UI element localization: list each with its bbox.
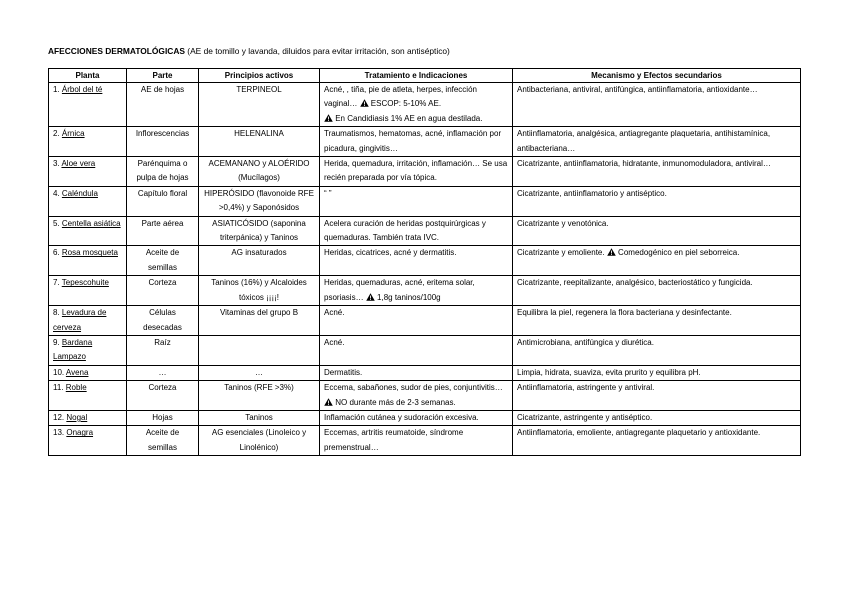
mechanism-text: Cicatrizante y emoliente.	[517, 248, 607, 258]
plant-number: 10.	[53, 367, 66, 377]
treatment-text: Eccemas, artritis reumatoide, síndrome premenstrual…	[324, 428, 464, 452]
cell-tratamiento	[320, 246, 513, 276]
cell-planta	[49, 216, 127, 246]
plant-number: 11.	[53, 383, 66, 393]
cell-principios: AG esenciales (Linoleico y Linolénico)	[199, 426, 320, 456]
mechanism-text: Antimicrobiana, antifúngica y diurética.	[517, 337, 654, 347]
plant-number: 13.	[53, 428, 67, 438]
table-row	[49, 381, 801, 411]
warning-triangle-icon	[324, 398, 333, 407]
cell-mecanismo	[513, 426, 801, 456]
mechanism-warning: Comedogénico en piel seborreica.	[615, 248, 740, 258]
plant-name: Árnica	[61, 129, 85, 139]
plant-number: 3.	[53, 159, 62, 169]
treatment-text: Acelera curación de heridas postquirúrgicas y quemaduras. También trata IVC.	[324, 218, 486, 243]
mechanism-text: Antiinflamatoria, emoliente, antiagregante plaquetario y antioxidante.	[517, 428, 761, 438]
header-tratamiento: Tratamiento e Indicaciones	[320, 69, 513, 83]
cell-tratamiento	[320, 426, 513, 456]
mechanism-text: Equilibra la piel, regenera la flora bacteriana y desinfectante.	[517, 308, 732, 318]
cell-parte: AE de hojas	[127, 83, 199, 127]
cell-tratamiento	[320, 83, 513, 127]
cell-planta	[49, 83, 127, 127]
cell-principios: TERPINEOL	[199, 83, 320, 127]
cell-tratamiento	[320, 216, 513, 246]
cell-mecanismo	[513, 410, 801, 425]
cell-principios: …	[199, 365, 320, 380]
treatment-text: Heridas, quemaduras, acné, eritema solar, psoriasis…	[324, 278, 475, 302]
treatment-warning-2: NO durante más de 2-3 semanas.	[333, 397, 456, 407]
plant-number: 9.	[53, 337, 62, 347]
treatment-warning: 1,8g taninos/100g	[374, 292, 441, 302]
cell-tratamiento	[320, 381, 513, 411]
warning-triangle-icon	[366, 293, 375, 302]
header-principios: Principios activos	[199, 69, 320, 83]
plant-name: Rosa mosqueta	[61, 248, 118, 258]
cell-mecanismo	[513, 365, 801, 380]
mechanism-text: Limpia, hidrata, suaviza, evita prurito y equilibra pH.	[517, 367, 701, 377]
mechanism-text: Cicatrizante y venotónica.	[517, 218, 609, 228]
warning-triangle-icon	[324, 114, 333, 123]
plant-name: Nogal	[66, 412, 88, 422]
treatment-text: Traumatismos, hematomas, acné, inflamación por picadura, gingivitis…	[324, 129, 502, 153]
cell-parte: Corteza	[127, 381, 199, 411]
table-row	[49, 365, 801, 380]
header-mecanismo: Mecanismo y Efectos secundarios	[513, 69, 801, 83]
cell-principios: HELENALINA	[199, 127, 320, 157]
cell-principios: HIPERÓSIDO (flavonoide RFE >0,4%) y Saponósidos	[199, 186, 320, 216]
cell-tratamiento	[320, 157, 513, 187]
cell-tratamiento	[320, 306, 513, 336]
cell-planta	[49, 246, 127, 276]
cell-planta	[49, 157, 127, 187]
treatment-text: Herida, quemadura, irritación, inflamación… Se usa recién preparada por vía tópica.	[324, 159, 508, 183]
mechanism-text: Cicatrizante, reepitalizante, analgésico, bacteriostático y fungicida.	[517, 278, 753, 288]
title-bold: AFECCIONES DERMATOLÓGICAS	[48, 46, 185, 56]
plants-table	[48, 68, 801, 456]
cell-planta	[49, 426, 127, 456]
cell-mecanismo	[513, 335, 801, 365]
cell-planta	[49, 410, 127, 425]
cell-mecanismo	[513, 306, 801, 336]
treatment-text: Acné, , tiña, pie de atleta, herpes, infección vaginal…	[324, 85, 477, 109]
cell-parte: …	[127, 365, 199, 380]
treatment-text: Heridas, cicatrices, acné y dermatitis.	[324, 248, 457, 258]
cell-mecanismo	[513, 186, 801, 216]
cell-planta	[49, 186, 127, 216]
mechanism-text: Antiinflamatoria, analgésica, antiagregante plaquetaria, antihistamínica, antibacteriana…	[517, 129, 771, 153]
treatment-text: Eccema, sabañones, sudor de pies, conjuntivitis…	[324, 383, 503, 393]
cell-tratamiento	[320, 335, 513, 365]
cell-mecanismo	[513, 157, 801, 187]
cell-parte: Capítulo floral	[127, 186, 199, 216]
header-parte: Parte	[127, 69, 199, 83]
cell-mecanismo	[513, 246, 801, 276]
cell-principios: Taninos (16%) y Alcaloides tóxicos ¡¡¡¡!	[199, 276, 320, 306]
plant-name: Bardana Lampazo	[53, 337, 93, 362]
plant-name: Centella asiática	[61, 218, 121, 228]
table-body	[49, 83, 801, 456]
treatment-text: Inflamación cutánea y sudoración excesiva.	[324, 412, 479, 422]
cell-parte: Corteza	[127, 276, 199, 306]
cell-parte: Aceite de semillas	[127, 246, 199, 276]
treatment-text: Acné.	[324, 308, 345, 318]
cell-parte: Inflorescencias	[127, 127, 199, 157]
title-note: (AE de tomillo y lavanda, diluidos para evitar irritación, son antiséptico)	[184, 46, 450, 56]
cell-parte: Parte aérea	[127, 216, 199, 246]
plant-name: Roble	[65, 383, 87, 393]
plant-name: Tepescohuite	[61, 278, 109, 288]
cell-planta	[49, 127, 127, 157]
treatment-warning: ESCOP: 5-10% AE.	[368, 99, 442, 109]
table-row	[49, 410, 801, 425]
treatment-text: Acné.	[324, 337, 345, 347]
cell-parte: Raíz	[127, 335, 199, 365]
cell-planta	[49, 365, 127, 380]
plant-number: 2.	[53, 129, 62, 139]
plant-number: 12.	[53, 412, 67, 422]
cell-parte: Células desecadas	[127, 306, 199, 336]
table-row	[49, 306, 801, 336]
cell-principios: Taninos (RFE >3%)	[199, 381, 320, 411]
cell-parte: Parénquima o pulpa de hojas	[127, 157, 199, 187]
table-row	[49, 276, 801, 306]
plant-name: Caléndula	[61, 188, 98, 198]
cell-planta	[49, 306, 127, 336]
plant-number: 5.	[53, 218, 62, 228]
cell-parte: Aceite de semillas	[127, 426, 199, 456]
mechanism-text: Antibacteriana, antiviral, antifúngica, antiinflamatoria, antioxidante…	[517, 85, 758, 94]
warning-triangle-icon	[607, 248, 616, 257]
cell-mecanismo	[513, 216, 801, 246]
cell-tratamiento	[320, 365, 513, 380]
table-row	[49, 157, 801, 187]
plant-number: 4.	[53, 188, 62, 198]
cell-principios: ACEMANANO y ALOÉRIDO (Mucílagos)	[199, 157, 320, 187]
plant-name: Árbol del té	[61, 85, 103, 94]
table-row	[49, 216, 801, 246]
mechanism-text: Cicatrizante, astringente y antiséptico.	[517, 412, 653, 422]
cell-parte: Hojas	[127, 410, 199, 425]
mechanism-text: Cicatrizante, antiinflamatoria, hidratante, inmunomoduladora, antiviral…	[517, 159, 771, 169]
cell-principios: Vitaminas del grupo B	[199, 306, 320, 336]
cell-planta	[49, 276, 127, 306]
cell-principios: Taninos	[199, 410, 320, 425]
treatment-warning-2: En Candidiasis 1% AE en agua destilada.	[333, 113, 483, 123]
plant-name: Levadura de cerveza	[53, 308, 107, 332]
table-row	[49, 426, 801, 456]
plant-number: 7.	[53, 278, 62, 288]
mechanism-text: Antiinflamatoria, astringente y antiviral.	[517, 383, 655, 393]
table-row	[49, 246, 801, 276]
plant-name: Avena	[65, 367, 89, 377]
plant-name: Aloe vera	[61, 159, 96, 169]
cell-planta	[49, 381, 127, 411]
table-row	[49, 186, 801, 216]
cell-tratamiento	[320, 276, 513, 306]
table-row	[49, 335, 801, 365]
cell-mecanismo	[513, 127, 801, 157]
plant-number: 1.	[53, 85, 62, 94]
header-planta: Planta	[49, 69, 127, 83]
plant-number: 8.	[53, 308, 62, 318]
treatment-text: Dermatitis.	[324, 367, 363, 377]
table-header-row	[49, 69, 801, 83]
cell-tratamiento	[320, 186, 513, 216]
treatment-text: “ ”	[324, 188, 332, 198]
cell-principios: AG insaturados	[199, 246, 320, 276]
section-title	[48, 46, 450, 57]
plant-name: Onagra	[66, 428, 94, 438]
mechanism-text: Cicatrizante, antiinflamatorio y antiséptico.	[517, 188, 667, 198]
cell-tratamiento	[320, 410, 513, 425]
table-row	[49, 127, 801, 157]
cell-mecanismo	[513, 83, 801, 127]
warning-triangle-icon	[360, 99, 369, 108]
cell-mecanismo	[513, 381, 801, 411]
plant-number: 6.	[53, 248, 62, 258]
cell-tratamiento	[320, 127, 513, 157]
cell-mecanismo	[513, 276, 801, 306]
cell-principios	[199, 335, 320, 365]
table-row	[49, 83, 801, 127]
cell-principios: ASIATICÓSIDO (saponina triterpánica) y Taninos	[199, 216, 320, 246]
cell-planta	[49, 335, 127, 365]
